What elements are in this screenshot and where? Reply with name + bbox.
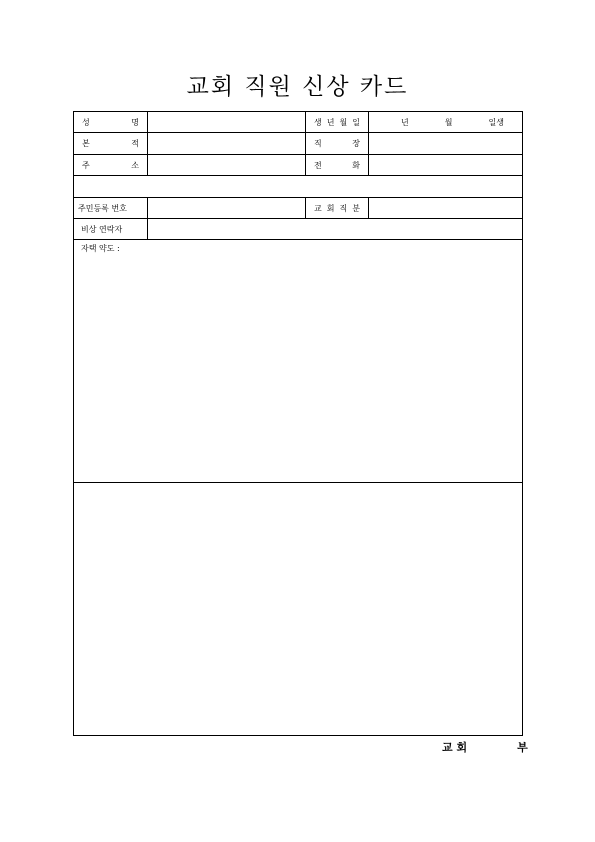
birth-label [306, 112, 369, 132]
church-role-label-1: 교 [314, 203, 322, 213]
row-id-role [74, 198, 522, 219]
row-origin-workplace [74, 133, 522, 155]
footer-church-dept [442, 739, 528, 755]
church-role-label-3: 직 [339, 203, 348, 213]
phone-field[interactable] [369, 155, 522, 175]
phone-label [306, 155, 369, 175]
church-role-label [306, 198, 369, 218]
resident-id-field[interactable] [148, 198, 306, 218]
birth-label-4: 일 [352, 117, 360, 127]
name-label-b: 명 [131, 117, 139, 127]
origin-field[interactable] [148, 133, 306, 154]
address-label-a: 주 [82, 160, 90, 170]
emergency-contact-label: 비상 연락자 [74, 219, 148, 239]
birth-month-suffix: 월 [444, 117, 453, 127]
birth-day-suffix: 일생 [488, 117, 504, 127]
emergency-contact-field[interactable] [148, 219, 522, 239]
church-role-field[interactable] [369, 198, 522, 218]
row-name-birth [74, 112, 522, 133]
footer-dept-label: 부 [517, 741, 528, 754]
footer-church-label: 교 회 [442, 741, 468, 754]
phone-label-a: 전 [314, 160, 322, 170]
home-map-area[interactable] [74, 240, 522, 483]
row-address-phone [74, 155, 522, 176]
birth-label-1: 생 [314, 117, 322, 127]
name-field[interactable] [148, 112, 306, 132]
origin-label-b: 적 [131, 139, 139, 148]
page-title: 교회 직원 신상 카드 [186, 74, 409, 100]
workplace-label-a: 직 [314, 139, 322, 148]
notes-area[interactable] [74, 483, 522, 735]
phone-label-b: 화 [352, 160, 360, 170]
row-emergency [74, 219, 522, 240]
origin-label [74, 133, 148, 154]
home-map-label: 자택 약도 : [81, 244, 120, 253]
birth-field[interactable] [369, 112, 522, 132]
origin-label-a: 본 [82, 139, 90, 148]
address-label [74, 155, 148, 175]
birth-label-3: 월 [339, 117, 348, 127]
workplace-field[interactable] [369, 133, 522, 154]
resident-id-label: 주민등록 번호 [74, 198, 148, 218]
address-continuation-field[interactable] [74, 176, 522, 198]
birth-year-suffix: 년 [401, 117, 409, 127]
church-role-label-4: 분 [352, 203, 360, 213]
name-label-a: 성 [82, 117, 90, 127]
address-field[interactable] [148, 155, 306, 175]
footer-dept-blank [481, 739, 503, 755]
church-role-label-2: 회 [326, 203, 335, 213]
birth-label-2: 년 [326, 117, 335, 127]
personal-card-form [73, 111, 523, 736]
name-label [74, 112, 148, 132]
address-label-b: 소 [131, 160, 139, 170]
workplace-label-b: 장 [352, 139, 360, 148]
workplace-label [306, 133, 369, 154]
